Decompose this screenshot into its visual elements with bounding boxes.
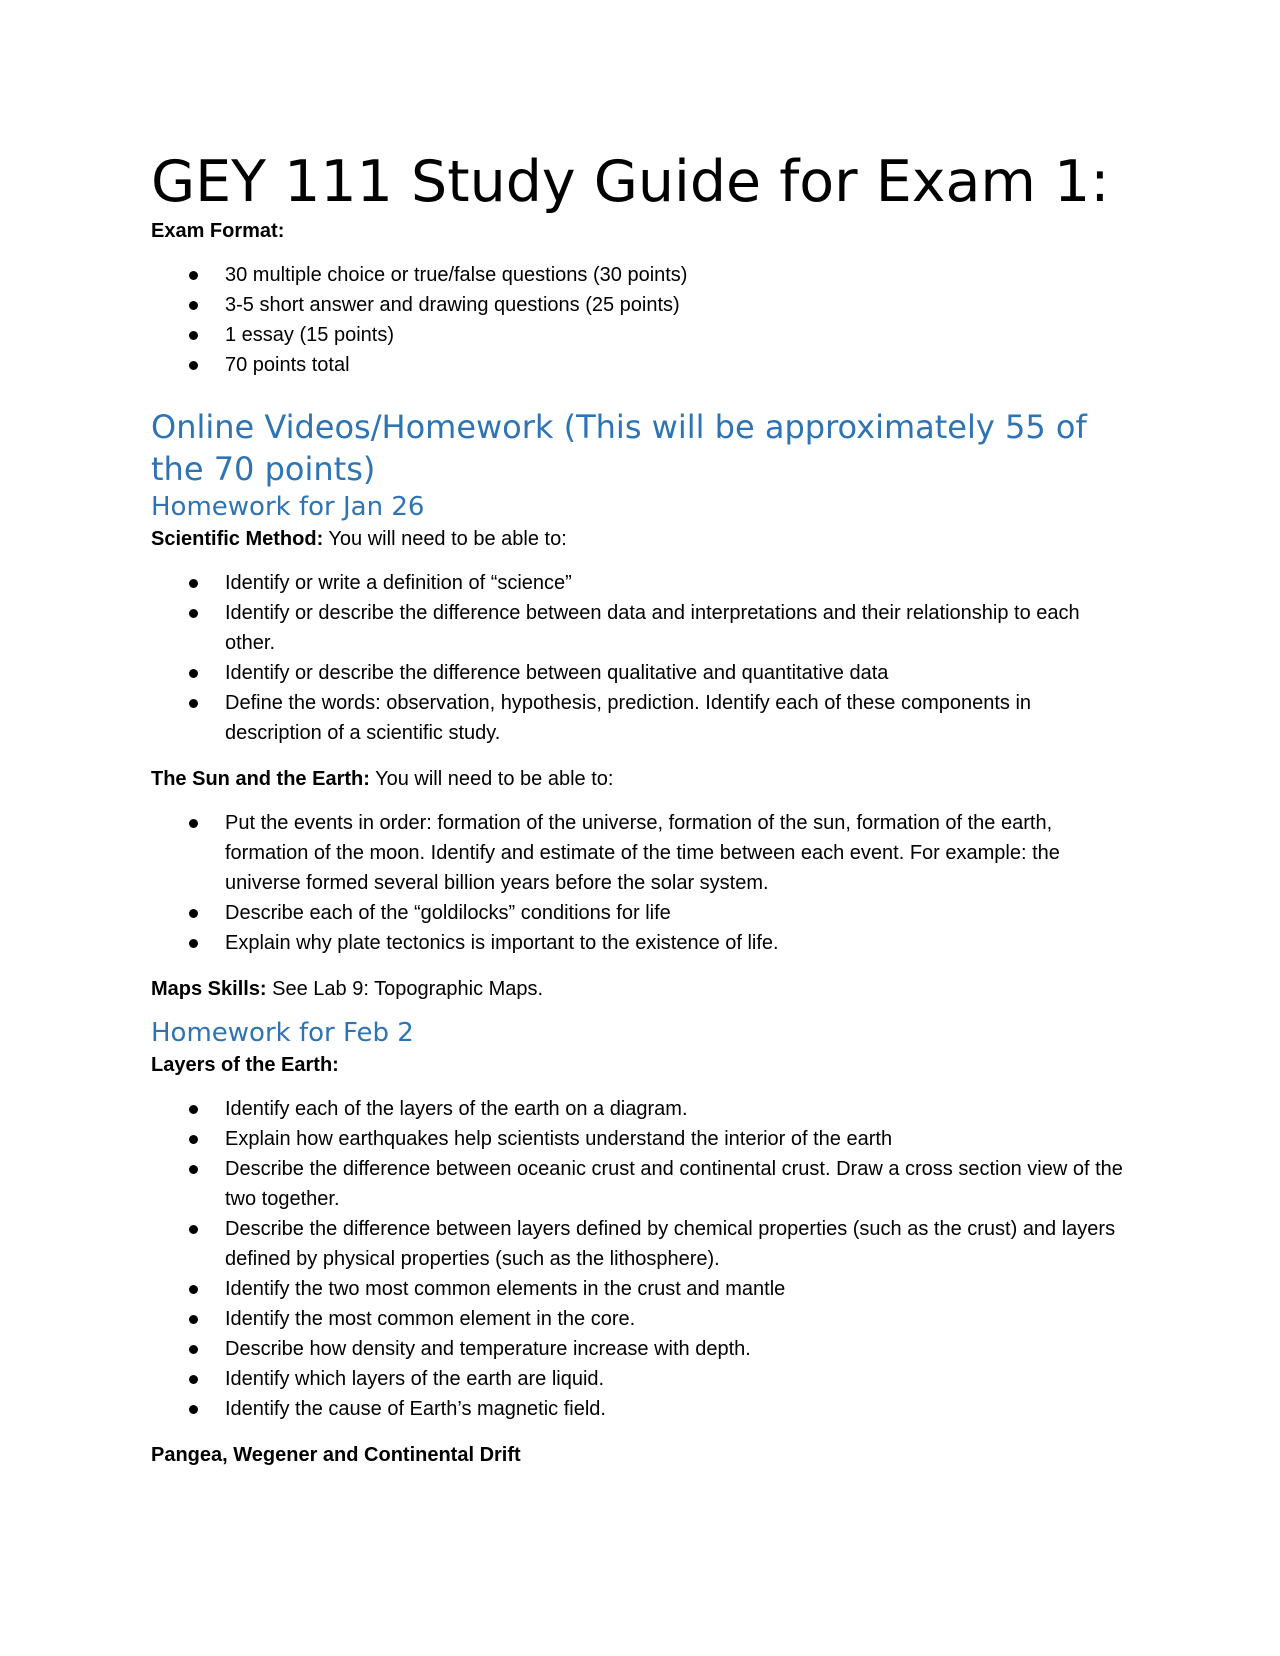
heading-hw-jan26: Homework for Jan 26 [151,492,425,522]
scientific-method-list [151,568,1131,748]
list-item: Identify the most common element in the core. [151,1304,1131,1334]
list-item: Put the events in order: formation of the universe, formation of the sun, formation of the earth, formation of the moon. Identify and estimate of the time between each event. For example: the universe formed several billion years before the solar system. [151,808,1131,898]
list-item: Identify the cause of Earth’s magnetic field. [151,1394,1131,1424]
layers-list [151,1094,1131,1424]
bullet-icon [189,1285,198,1294]
list-item: 1 essay (15 points) [151,320,1131,350]
layers-label: Layers of the Earth: [151,1054,339,1076]
list-item: Identify or describe the difference between qualitative and quantitative data [151,658,1131,688]
list-item: Identify or describe the difference between data and interpretations and their relationship to each other. [151,598,1131,658]
list-item: 30 multiple choice or true/false questions (30 points) [151,260,1131,290]
bullet-icon [189,909,198,918]
list-item: Describe each of the “goldilocks” conditions for life [151,898,1131,928]
bullet-icon [189,331,198,340]
bullet-icon [189,819,198,828]
scientific-method-label: Scientific Method: You will need to be able to: [151,528,567,550]
maps-skills-label: Maps Skills: See Lab 9: Topographic Maps. [151,978,544,1000]
list-item: Define the words: observation, hypothesis, prediction. Identify each of these components in description of a scientific study. [151,688,1131,748]
list-item: Describe the difference between oceanic crust and continental crust. Draw a cross section view of the two together. [151,1154,1131,1214]
list-item: 70 points total [151,350,1131,380]
bullet-icon [189,1375,198,1384]
list-item: Describe the difference between layers defined by chemical properties (such as the crust) and layers defined by physical properties (such as the lithosphere). [151,1214,1131,1274]
sun-earth-label: The Sun and the Earth: You will need to be able to: [151,768,614,790]
list-item: Explain how earthquakes help scientists understand the interior of the earth [151,1124,1131,1154]
exam-format-label: Exam Format: [151,220,285,242]
bullet-icon [189,1345,198,1354]
bullet-icon [189,939,198,948]
document-title: GEY 111 Study Guide for Exam 1: [151,149,1110,215]
heading-hw-feb2: Homework for Feb 2 [151,1018,414,1048]
bullet-icon [189,1165,198,1174]
bullet-icon [189,609,198,618]
bullet-icon [189,1225,198,1234]
bullet-icon [189,271,198,280]
exam-format-list [151,260,1131,380]
bullet-icon [189,1135,198,1144]
list-item: Identify the two most common elements in the crust and mantle [151,1274,1131,1304]
bullet-icon [189,579,198,588]
bullet-icon [189,1105,198,1114]
list-item: Explain why plate tectonics is important to the existence of life. [151,928,1131,958]
bullet-icon [189,669,198,678]
bullet-icon [189,1405,198,1414]
bullet-icon [189,301,198,310]
section-heading: Online Videos/Homework (This will be approximately 55 of the 70 points) [151,408,1087,488]
document-page [151,148,1131,1470]
bullet-icon [189,699,198,708]
list-item: 3-5 short answer and drawing questions (25 points) [151,290,1131,320]
list-item: Describe how density and temperature increase with depth. [151,1334,1131,1364]
sun-earth-list [151,808,1131,958]
bullet-icon [189,1315,198,1324]
list-item: Identify which layers of the earth are liquid. [151,1364,1131,1394]
bullet-icon [189,361,198,370]
pangea-label: Pangea, Wegener and Continental Drift [151,1444,521,1466]
list-item: Identify or write a definition of “science” [151,568,1131,598]
list-item: Identify each of the layers of the earth on a diagram. [151,1094,1131,1124]
